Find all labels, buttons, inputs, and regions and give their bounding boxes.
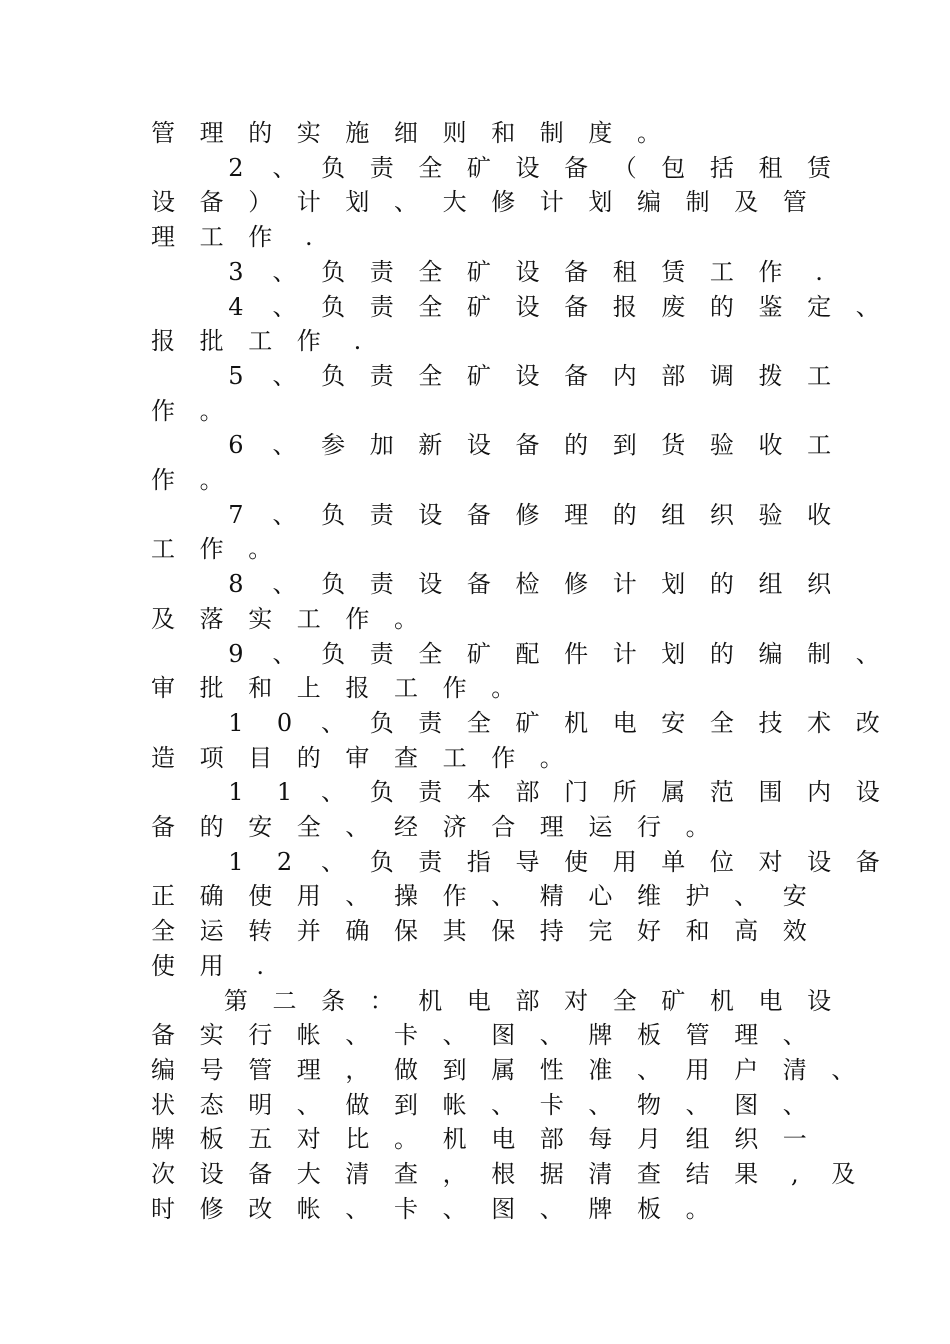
text-line: 3 、 负 责 全 矿 设 备 租 赁 工 作 . [228, 257, 823, 286]
text-line: 理 工 作 . [151, 223, 313, 252]
text-line: 报 批 工 作 . [151, 327, 362, 356]
text-line: 工 作 。 [151, 535, 273, 564]
text-line: 造 项 目 的 审 查 工 作 。 [151, 743, 564, 772]
text-line: 5 、 负 责 全 矿 设 备 内 部 调 拨 工 [228, 361, 832, 390]
text-line: 6 、 参 加 新 设 备 的 到 货 验 收 工 [228, 431, 832, 460]
text-line: 第 二 条 ： 机 电 部 对 全 矿 机 电 设 [223, 986, 832, 1015]
text-line: 1 1 、 负 责 本 部 门 所 属 范 围 内 设 [228, 778, 880, 807]
text-line: 7 、 负 责 设 备 修 理 的 组 织 验 收 [228, 500, 832, 529]
text-line: 作 。 [151, 466, 224, 494]
text-line: 编 号 管 理 ， 做 到 属 性 准 、 用 户 清 、 [151, 1055, 856, 1084]
text-line: 时 修 改 帐 、 卡 、 图 、 牌 板 。 [151, 1194, 710, 1223]
text-line: 9 、 负 责 全 矿 配 件 计 划 的 编 制 、 [228, 639, 880, 668]
text-line: 1 0 、 负 责 全 矿 机 电 安 全 技 术 改 [228, 708, 880, 737]
text-line: 牌 板 五 对 比 。 机 电 部 每 月 组 织 一 [151, 1125, 807, 1154]
text-line: 作 。 [151, 396, 224, 425]
text-line: 次 设 备 大 清 查 ， 根 据 清 查 结 果 , 及 [151, 1160, 856, 1188]
text-line: 全 运 转 并 确 保 其 保 持 完 好 和 高 效 [151, 917, 807, 946]
text-line: 1 2 、 负 责 指 导 使 用 单 位 对 设 备 [228, 847, 880, 876]
text-line: 及 落 实 工 作 。 [151, 604, 418, 633]
text-line: 使 用 . [151, 951, 264, 980]
text-line: 备 实 行 帐 、 卡 、 图 、 牌 板 管 理 、 [151, 1021, 807, 1050]
text-line: 备 的 安 全 、 经 济 合 理 运 行 。 [151, 813, 710, 841]
text-line: 审 批 和 上 报 工 作 。 [151, 674, 516, 703]
text-line: 管 理 的 实 施 细 则 和 制 度 。 [151, 119, 661, 147]
text-line: 8 、 负 责 设 备 检 修 计 划 的 组 织 [228, 570, 832, 599]
text-line: 2 、 负 责 全 矿 设 备 （ 包 括 租 赁 [228, 153, 832, 182]
text-line: 设 备 ） 计 划 、 大 修 计 划 编 制 及 管 [151, 188, 807, 217]
text-line: 状 态 明 、 做 到 帐 、 卡 、 物 、 图 、 [151, 1090, 807, 1119]
text-line: 正 确 使 用 、 操 作 、 精 心 维 护 、 安 [151, 882, 807, 911]
text-line: 4 、 负 责 全 矿 设 备 报 废 的 鉴 定 、 [228, 292, 880, 321]
